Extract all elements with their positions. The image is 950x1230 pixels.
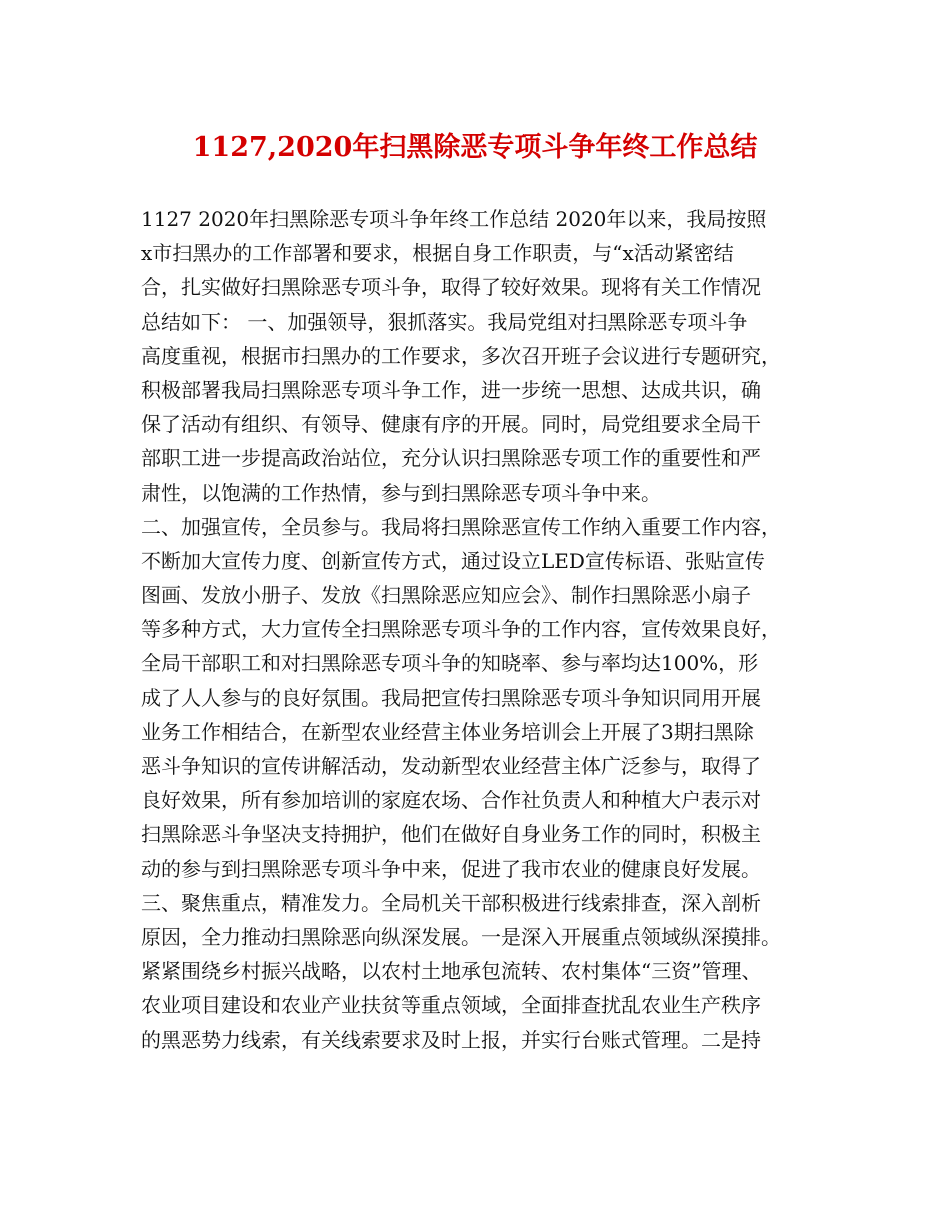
body-line: 不断加大宣传力度、创新宣传方式，通过设立LED宣传标语、张贴宣传 [141,548,765,573]
body-line: x市扫黑办的工作部署和要求，根据自身工作职责，与“x活动紧密结 [141,241,734,266]
body-line: 扫黑除恶斗争坚决支持拥护，他们在做好自身业务工作的同时，积极主 [141,822,761,847]
body-line: 图画、发放小册子、发放《扫黑除恶应知应会》、制作扫黑除恶小扇子 [141,583,751,608]
body-line: 良好效果，所有参加培训的家庭农场、合作社负责人和种植大户表示对 [141,788,761,813]
body-line: 合，扎实做好扫黑除恶专项斗争，取得了较好效果。现将有关工作情况 [141,275,761,300]
body-line: 保了活动有组织、有领导、健康有序的开展。同时，局党组要求全局干 [141,412,761,437]
body-line: 1127 2020年扫黑除恶专项斗争年终工作总结 2020年以来，我局按照 [141,207,767,231]
body-line: 总结如下： 一、加强领导，狠抓落实。我局党组对扫黑除恶专项斗争 [141,309,748,334]
document-title: 1127,2020年扫黑除恶专项斗争年终工作总结 [192,132,758,163]
body-line: 二、加强宣传，全员参与。我局将扫黑除恶宣传工作纳入重要工作内容， [141,514,781,539]
body-line: 成了人人参与的良好氛围。我局把宣传扫黑除恶专项斗争知识同用开展 [141,685,761,710]
body-line: 紧紧围绕乡村振兴战略，以农村土地承包流转、农村集体“三资”管理、 [141,959,762,984]
body-line: 原因，全力推动扫黑除恶向纵深发展。一是深入开展重点领域纵深摸排。 [141,924,781,949]
body-line: 高度重视，根据市扫黑办的工作要求，多次召开班子会议进行专题研究， [141,343,781,368]
body-line: 部职工进一步提高政治站位，充分认识扫黑除恶专项工作的重要性和严 [141,446,761,471]
body-line: 等多种方式，大力宣传全扫黑除恶专项斗争的工作内容，宣传效果良好， [141,617,781,642]
body-line: 恶斗争知识的宣传讲解活动，发动新型农业经营主体广泛参与，取得了 [141,754,761,778]
body-line: 的黑恶势力线索，有关线索要求及时上报，并实行台账式管理。二是持 [141,1027,761,1052]
body-line: 农业项目建设和农业产业扶贫等重点领域，全面排查扰乱农业生产秩序 [141,993,761,1018]
body-line: 肃性，以饱满的工作热情，参与到扫黑除恶专项斗争中来。 [141,480,661,505]
document-body [141,202,831,1057]
body-line: 动的参与到扫黑除恶专项斗争中来，促进了我市农业的健康良好发展。 [141,856,761,881]
body-line: 全局干部职工和对扫黑除恶专项斗争的知晓率、参与率均达100%，形 [141,651,759,676]
body-line: 业务工作相结合，在新型农业经营主体业务培训会上开展了3期扫黑除 [141,719,754,744]
body-line: 积极部署我局扫黑除恶专项斗争工作，进一步统一思想、达成共识，确 [141,377,761,402]
body-line: 三、聚焦重点，精准发力。全局机关干部积极进行线索排查，深入剖析 [141,890,761,915]
